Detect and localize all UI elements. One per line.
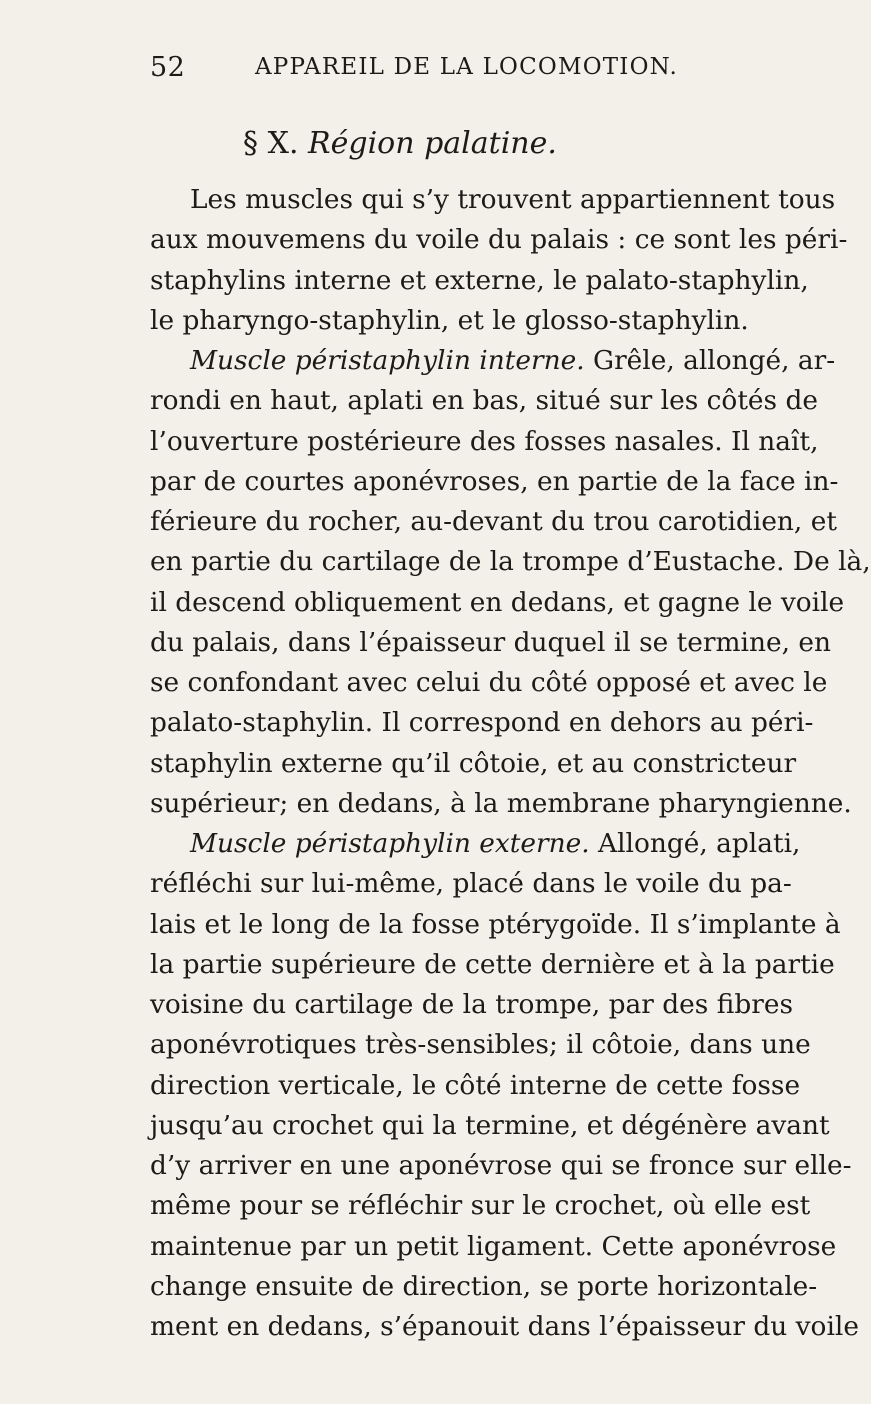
text-line: en partie du cartilage de la trompe d’Eustache. De là, [150,546,871,578]
paragraph-lead-line [150,341,836,381]
text-line: même pour se réfléchir sur le crochet, où elle est [150,1190,811,1222]
text-line: il descend obliquement en dedans, et gagne le voile [150,586,845,618]
text-fragment: Allongé, aplati, [589,828,801,859]
text-line: staphylin externe qu’il côtoie, et au constricteur [150,747,797,779]
text-line: le pharyngo-staphylin, et le glosso-staphylin. [150,304,749,336]
text-line: du palais, dans l’épaisseur duquel il se termine, en [150,626,831,658]
text-line: change ensuite de direction, se porte horizontale- [150,1270,818,1302]
section-mark: § X. [243,126,299,161]
text-line: jusqu’au crochet qui la termine, et dégénère avant [150,1109,830,1141]
muscle-heading: Muscle péristaphylin externe. [190,828,590,859]
text-line: maintenue par un petit ligament. Cette aponévrose [150,1230,837,1262]
text-line: supérieur; en dedans, à la membrane pharyngienne. [150,787,852,819]
text-line: staphylins interne et externe, le palato-staphylin, [150,264,809,296]
paragraph-lead-line [150,824,801,864]
running-title: APPAREIL DE LA LOCOMOTION. [255,54,679,80]
text-line: l’ouverture postérieure des fosses nasales. Il naît, [150,425,819,457]
text-line: palato-staphylin. Il correspond en dehors au péri- [150,707,814,739]
text-line: ment en dedans, s’épanouit dans l’épaisseur du voile [150,1311,859,1342]
text-line: rondi en haut, aplati en bas, situé sur les côtés de [150,385,818,417]
muscle-heading: Muscle péristaphylin interne. [190,345,585,376]
text-line: aponévrotiques très-sensibles; il côtoie, dans une [150,1029,811,1061]
text-line: lais et le long de la fosse ptérygoïde. Il s’implante à [150,908,841,940]
text-fragment: Grêle, allongé, ar- [584,345,836,376]
text-line: voisine du cartilage de la trompe, par des fibres [150,989,793,1020]
text-line: réfléchi sur lui-même, placé dans le voile du pa- [150,868,792,900]
text-line: par de courtes aponévroses, en partie de la face in- [150,465,839,497]
section-title [0,126,800,161]
text-line: Les muscles qui s’y trouvent appartiennent tous [190,184,836,215]
section-name: Région palatine. [308,126,557,161]
text-line: férieure du rocher, au-devant du trou carotidien, et [150,506,837,537]
text-line: d’y arriver en une aponévrose qui se fronce sur elle- [150,1150,852,1181]
text-line: direction verticale, le côté interne de cette fosse [150,1069,801,1101]
page-number: 52 [150,52,186,83]
body-text [150,180,871,1347]
text-line: se confondant avec celui du côté opposé et avec le [150,667,828,698]
running-head [150,52,790,92]
text-line: la partie supérieure de cette dernière et à la partie [150,948,835,980]
text-line: aux mouvemens du voile du palais : ce sont les péri- [150,224,848,256]
